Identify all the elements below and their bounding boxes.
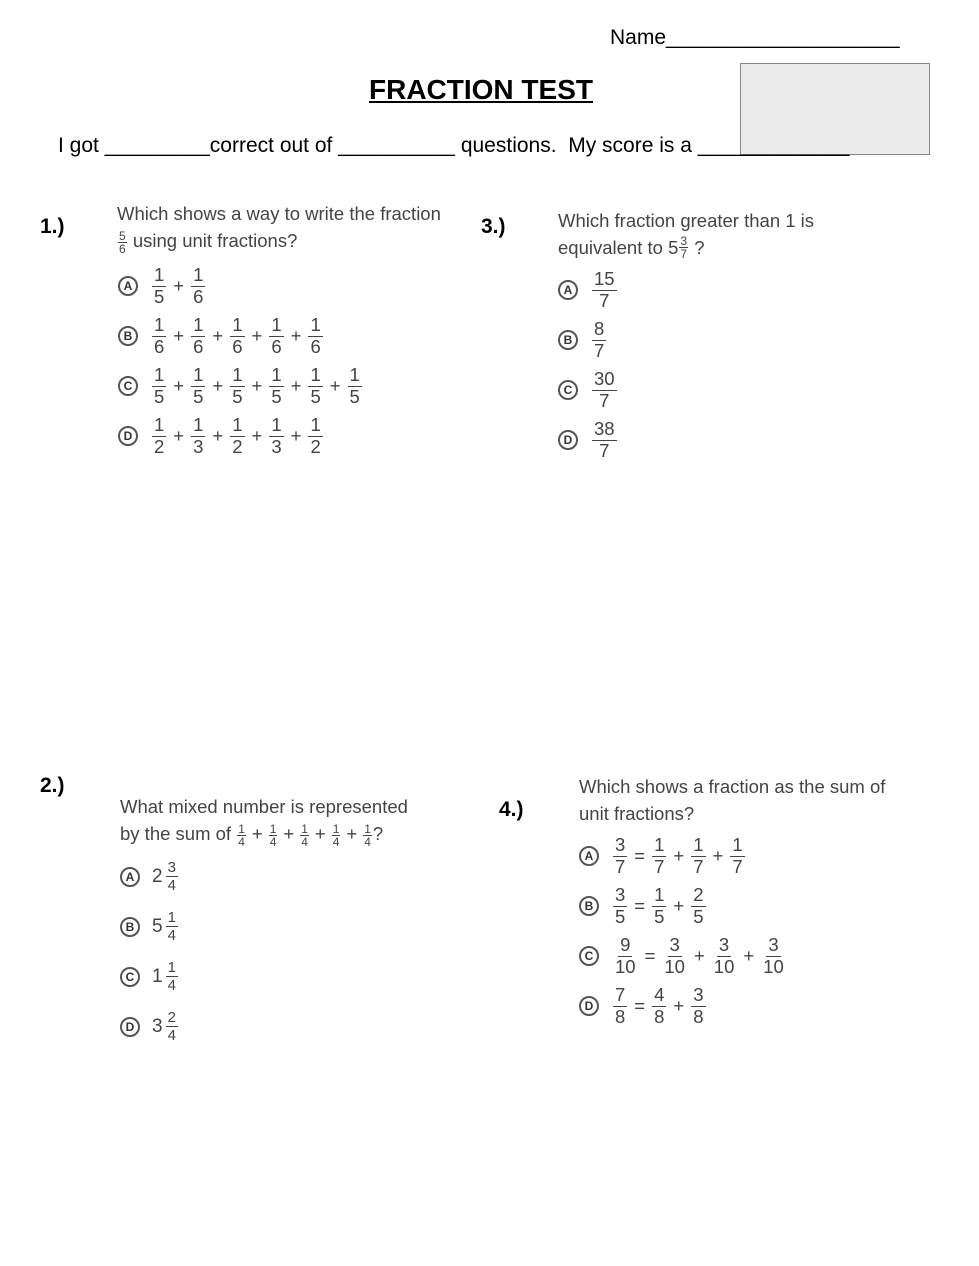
option-letter-circle[interactable]: D — [558, 430, 578, 450]
operator: + — [251, 823, 263, 844]
fraction — [191, 366, 205, 406]
option-letter-circle[interactable]: A — [118, 276, 138, 296]
fraction — [237, 823, 246, 848]
fraction-denominator: 7 — [599, 289, 610, 311]
fraction — [712, 936, 737, 976]
answer-option-d[interactable] — [120, 1010, 180, 1043]
fraction — [592, 270, 617, 310]
fraction-denominator: 6 — [193, 285, 204, 307]
question-4-options — [579, 836, 939, 1036]
fraction-numerator: 1 — [654, 834, 665, 855]
fraction-numerator: 1 — [693, 834, 704, 855]
question-1-text-part1: Which shows a way to write the fraction — [117, 203, 441, 224]
fraction-denominator: 6 — [310, 335, 321, 357]
fraction-denominator: 7 — [732, 855, 743, 877]
fraction-numerator: 4 — [654, 984, 665, 1005]
fraction-denominator: 7 — [599, 389, 610, 411]
answer-option-a[interactable] — [558, 270, 619, 310]
fraction-denominator: 6 — [232, 335, 243, 357]
option-letter-circle[interactable]: A — [120, 867, 140, 887]
operator: + — [212, 375, 224, 396]
fraction-denominator: 5 — [154, 285, 165, 307]
option-letter-circle[interactable]: B — [579, 896, 599, 916]
operator: + — [712, 845, 724, 866]
fraction-numerator: 9 — [620, 934, 631, 955]
operator: + — [251, 375, 263, 396]
answer-option-a[interactable] — [120, 860, 180, 893]
fraction-denominator: 7 — [680, 247, 688, 261]
option-letter-circle[interactable]: D — [118, 426, 138, 446]
fraction-denominator: 4 — [332, 834, 340, 849]
option-letter-circle[interactable]: A — [558, 280, 578, 300]
operator: + — [673, 895, 685, 916]
answer-option-c[interactable] — [120, 960, 180, 993]
mixed-whole: 5 — [668, 237, 679, 258]
fraction — [691, 886, 705, 926]
fraction — [308, 316, 322, 356]
fraction-numerator: 1 — [364, 821, 371, 836]
fraction-numerator: 3 — [718, 934, 730, 955]
fraction-denominator: 6 — [119, 241, 126, 256]
fraction-numerator: 1 — [232, 414, 243, 435]
answer-option-c[interactable] — [558, 370, 619, 410]
answer-option-b[interactable] — [120, 910, 180, 943]
question-2-number: 2.) — [40, 774, 65, 797]
fraction-denominator: 4 — [167, 977, 176, 994]
fraction — [269, 316, 283, 356]
fraction-numerator: 1 — [310, 414, 321, 435]
fraction — [166, 910, 178, 943]
fraction-numerator: 1 — [271, 414, 282, 435]
fraction — [191, 316, 205, 356]
fraction-numerator: 1 — [269, 821, 277, 836]
question-3-number: 3.) — [481, 215, 506, 238]
question-2-text-line2 — [120, 820, 460, 848]
fraction — [152, 266, 166, 306]
fraction — [269, 823, 278, 848]
option-letter-circle[interactable]: C — [120, 967, 140, 987]
fraction — [230, 416, 244, 456]
fraction — [166, 960, 178, 993]
fraction-denominator: 4 — [269, 834, 277, 849]
fraction — [230, 316, 244, 356]
question-3-text — [558, 207, 888, 261]
fraction-numerator: 1 — [167, 909, 176, 926]
operator: + — [290, 325, 302, 346]
option-letter-circle[interactable]: B — [120, 917, 140, 937]
score-sentence: I got _________correct out of __________ questions. My score is a _____________ — [58, 134, 850, 157]
question-3-text-line2 — [558, 234, 888, 261]
fraction-denominator: 4 — [167, 877, 176, 894]
fraction-numerator: 7 — [615, 984, 626, 1005]
fraction — [652, 986, 666, 1026]
option-letter-circle[interactable]: C — [558, 380, 578, 400]
operator: + — [173, 275, 185, 296]
fraction-denominator: 8 — [693, 1005, 704, 1027]
answer-option-c[interactable] — [118, 366, 364, 406]
question-3-text-end: ? — [694, 237, 705, 258]
mixed-number — [152, 860, 180, 893]
question-3-text-line2-start: equivalent to — [558, 237, 663, 258]
fraction-numerator: 1 — [154, 414, 165, 435]
answer-option-d[interactable] — [558, 420, 619, 460]
operator: = — [634, 845, 646, 866]
question-2-options — [120, 860, 320, 1060]
fraction-numerator: 1 — [271, 314, 282, 335]
question-3-mixed-number — [668, 234, 689, 261]
fraction — [191, 266, 205, 306]
page-title: FRACTION TEST — [369, 74, 593, 105]
fraction — [613, 836, 627, 876]
question-3-options — [558, 270, 758, 470]
fraction-numerator: 1 — [301, 821, 308, 836]
fraction-denominator: 7 — [599, 439, 610, 461]
fraction-numerator: 38 — [594, 418, 615, 439]
option-letter-circle[interactable]: C — [118, 376, 138, 396]
operator: + — [173, 425, 185, 446]
operator: + — [329, 375, 341, 396]
fraction-denominator: 5 — [693, 905, 704, 927]
fraction — [300, 823, 309, 848]
fraction-denominator: 4 — [364, 834, 371, 849]
mixed-whole: 3 — [152, 1015, 163, 1037]
operator: + — [251, 325, 263, 346]
fraction — [662, 936, 687, 976]
fraction — [152, 366, 166, 406]
fraction — [730, 836, 744, 876]
fraction-numerator: 3 — [768, 934, 779, 955]
fraction-denominator: 5 — [654, 905, 665, 927]
fraction-denominator: 8 — [615, 1005, 626, 1027]
fraction-numerator: 1 — [167, 959, 176, 976]
fraction — [363, 823, 372, 848]
answer-option-b[interactable] — [579, 886, 708, 926]
fraction-numerator: 3 — [167, 859, 176, 876]
operator: + — [314, 823, 326, 844]
fraction-numerator: 1 — [232, 364, 243, 385]
fraction — [592, 370, 617, 410]
operator: + — [673, 845, 685, 866]
operator: + — [283, 823, 295, 844]
fraction-numerator: 5 — [119, 228, 126, 243]
question-4-number: 4.) — [499, 798, 524, 821]
fraction-numerator: 1 — [193, 314, 204, 335]
fraction-denominator: 5 — [349, 385, 360, 407]
fraction-denominator: 5 — [271, 385, 282, 407]
operator: + — [673, 995, 685, 1016]
question-2-text — [120, 793, 460, 848]
question-4-text-line2: unit fractions? — [579, 803, 695, 824]
fraction-denominator: 4 — [301, 834, 308, 849]
fraction-numerator: 3 — [693, 984, 704, 1005]
operator: + — [290, 425, 302, 446]
fraction — [152, 416, 166, 456]
fraction — [230, 366, 244, 406]
option-letter-circle[interactable]: D — [579, 996, 599, 1016]
answer-option-a[interactable] — [579, 836, 747, 876]
fraction-denominator: 4 — [167, 927, 176, 944]
fraction-numerator: 30 — [594, 368, 615, 389]
operator: + — [212, 325, 224, 346]
answer-option-b[interactable] — [558, 320, 608, 360]
option-letter-circle[interactable]: B — [558, 330, 578, 350]
fraction-denominator: 4 — [167, 1027, 176, 1044]
operator: + — [693, 945, 705, 966]
option-letter-circle[interactable]: B — [118, 326, 138, 346]
mixed-number — [152, 960, 180, 993]
question-1-number: 1.) — [40, 215, 65, 238]
fraction — [332, 823, 341, 848]
answer-option-d[interactable] — [118, 416, 325, 456]
fraction-numerator: 3 — [615, 884, 626, 905]
fraction — [269, 416, 283, 456]
operator: = — [634, 895, 646, 916]
fraction-denominator: 4 — [238, 834, 245, 849]
answer-option-a[interactable] — [118, 266, 207, 306]
fraction-denominator: 10 — [763, 955, 784, 977]
fraction-denominator: 5 — [310, 385, 321, 407]
mixed-number — [152, 910, 180, 943]
fraction-numerator: 1 — [349, 364, 360, 385]
fraction-numerator: 1 — [154, 314, 165, 335]
fraction-numerator: 8 — [594, 318, 605, 339]
fraction-denominator: 10 — [615, 955, 636, 977]
question-1-options — [118, 266, 458, 466]
fraction — [191, 416, 205, 456]
operator: + — [212, 425, 224, 446]
fraction — [613, 886, 627, 926]
fraction-numerator: 1 — [238, 821, 245, 836]
fraction — [269, 366, 283, 406]
fraction — [691, 836, 705, 876]
question-2-text-line2-start: by the sum of — [120, 823, 232, 844]
question-1-inline-fraction — [118, 230, 127, 255]
fraction-numerator: 1 — [193, 414, 204, 435]
operator: = — [644, 945, 656, 966]
fraction-numerator: 3 — [680, 234, 688, 248]
option-letter-circle[interactable]: C — [579, 946, 599, 966]
answer-option-d[interactable] — [579, 986, 708, 1026]
question-4-text — [579, 773, 939, 827]
operator: + — [173, 375, 185, 396]
fraction-denominator: 5 — [615, 905, 626, 927]
question-3-text-line1: Which fraction greater than 1 is — [558, 210, 815, 231]
fraction-denominator: 7 — [615, 855, 626, 877]
fraction-numerator: 3 — [669, 934, 680, 955]
fraction-numerator: 1 — [654, 884, 665, 905]
fraction-denominator: 7 — [654, 855, 665, 877]
fraction-denominator: 2 — [310, 435, 321, 457]
question-4-text-line1: Which shows a fraction as the sum of — [579, 776, 886, 797]
fraction-numerator: 1 — [271, 364, 282, 385]
question-2-text-line1: What mixed number is represented — [120, 796, 408, 817]
question-1-text-part2: using unit fractions? — [132, 230, 298, 251]
name-field-label: Name____________________ — [610, 26, 900, 49]
fraction — [348, 366, 362, 406]
operator: + — [290, 375, 302, 396]
fraction — [166, 1010, 178, 1043]
fraction-denominator: 10 — [713, 955, 735, 977]
answer-option-b[interactable] — [118, 316, 325, 356]
fraction-denominator: 2 — [154, 435, 165, 457]
operator: + — [743, 945, 755, 966]
answer-option-c[interactable] — [579, 936, 788, 976]
operator: + — [346, 823, 358, 844]
fraction-denominator: 6 — [193, 335, 204, 357]
fraction-denominator: 6 — [271, 335, 282, 357]
operator: = — [634, 995, 646, 1016]
fraction-numerator: 1 — [232, 314, 243, 335]
fraction — [166, 860, 178, 893]
fraction-numerator: 1 — [732, 834, 743, 855]
mixed-whole: 1 — [152, 965, 163, 987]
fraction-denominator: 5 — [232, 385, 243, 407]
fraction-numerator: 1 — [154, 364, 165, 385]
fraction-denominator: 5 — [193, 385, 204, 407]
mixed-fraction — [679, 235, 688, 260]
fraction-numerator: 2 — [167, 1009, 176, 1026]
fraction — [761, 936, 786, 976]
fraction-denominator: 6 — [154, 335, 165, 357]
fraction — [308, 416, 322, 456]
fraction-numerator: 1 — [310, 314, 321, 335]
fraction — [613, 936, 638, 976]
option-letter-circle[interactable]: A — [579, 846, 599, 866]
fraction-numerator: 3 — [615, 834, 626, 855]
fraction-numerator: 1 — [193, 364, 204, 385]
fraction-numerator: 1 — [332, 821, 340, 836]
question-2-text-end: ? — [372, 823, 384, 844]
fraction — [308, 366, 322, 406]
fraction-numerator: 15 — [594, 268, 615, 289]
fraction — [613, 986, 627, 1026]
fraction-denominator: 8 — [654, 1005, 665, 1027]
fraction-denominator: 3 — [271, 435, 282, 457]
operator: + — [173, 325, 185, 346]
mixed-whole: 2 — [152, 865, 163, 887]
fraction-numerator: 1 — [193, 264, 204, 285]
fraction-denominator: 7 — [594, 339, 605, 361]
fraction-denominator: 3 — [193, 435, 204, 457]
operator: + — [251, 425, 263, 446]
fraction-numerator: 1 — [154, 264, 165, 285]
fraction-denominator: 7 — [693, 855, 704, 877]
mixed-number — [152, 1010, 180, 1043]
fraction — [592, 420, 617, 460]
fraction — [691, 986, 705, 1026]
fraction-numerator: 2 — [693, 884, 704, 905]
fraction-numerator: 1 — [310, 364, 321, 385]
fraction — [592, 320, 606, 360]
question-1-text — [117, 200, 447, 255]
fraction-denominator: 2 — [232, 435, 243, 457]
fraction-denominator: 10 — [664, 955, 685, 977]
fraction — [152, 316, 166, 356]
mixed-whole: 5 — [152, 915, 163, 937]
fraction-denominator: 5 — [154, 385, 165, 407]
fraction — [652, 836, 666, 876]
option-letter-circle[interactable]: D — [120, 1017, 140, 1037]
fraction — [652, 886, 666, 926]
